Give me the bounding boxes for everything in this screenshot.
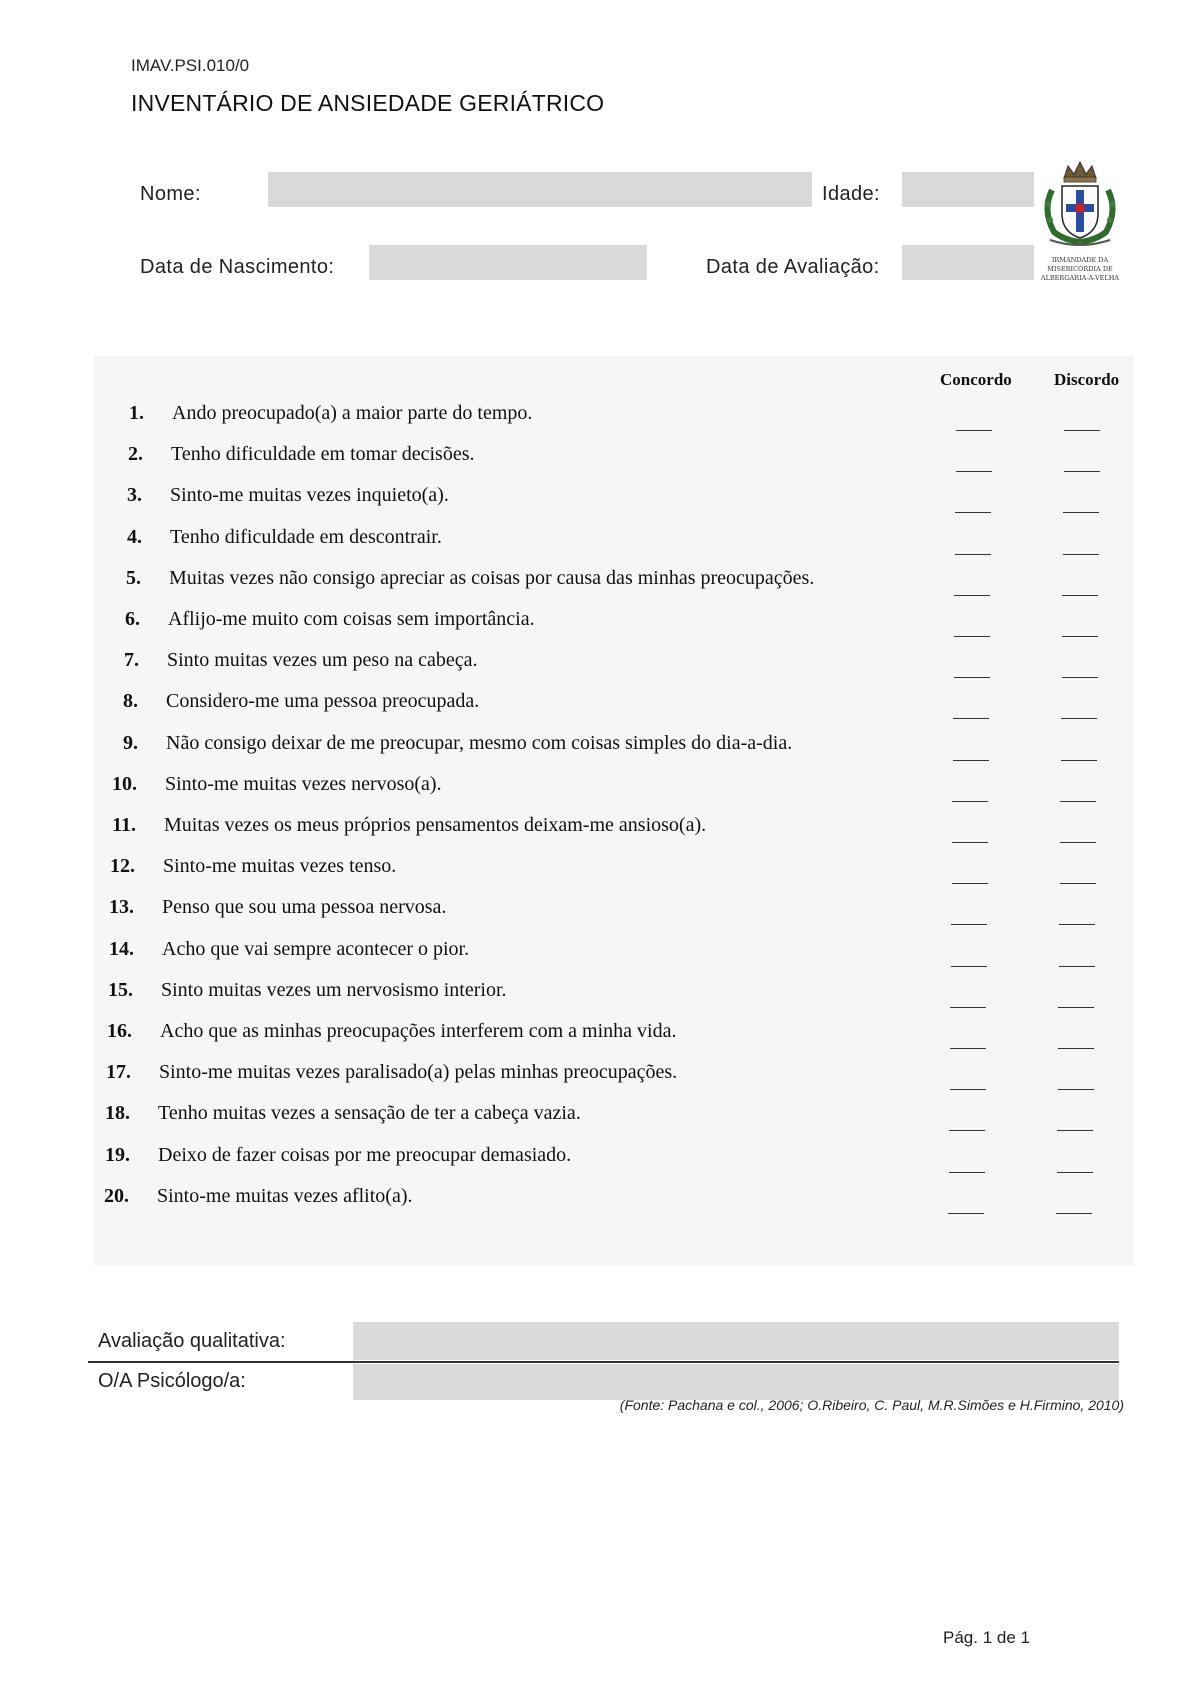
item-number: 4. — [127, 526, 142, 548]
item-number: 5. — [126, 567, 141, 589]
qualitative-evaluation-label: Avaliação qualitativa: — [98, 1330, 286, 1352]
agree-answer-blank[interactable] — [954, 677, 990, 678]
questionnaire-item — [94, 1144, 1134, 1184]
item-number: 9. — [123, 732, 138, 754]
questionnaire-item — [94, 814, 1134, 854]
questionnaire-item — [94, 773, 1134, 813]
questionnaire-item — [94, 732, 1134, 772]
questionnaire-item — [94, 979, 1134, 1019]
document-code: IMAV.PSI.010/0 — [131, 56, 250, 75]
agree-answer-blank[interactable] — [952, 883, 988, 884]
agree-answer-blank[interactable] — [952, 842, 988, 843]
item-number: 10. — [112, 773, 137, 795]
evaluation-date-field[interactable] — [902, 245, 1034, 280]
item-number: 3. — [127, 484, 142, 506]
name-field[interactable] — [268, 172, 812, 207]
questionnaire-item — [94, 608, 1134, 648]
agree-answer-blank[interactable] — [953, 718, 989, 719]
item-number: 11. — [112, 814, 136, 836]
agree-answer-blank[interactable] — [949, 1130, 985, 1131]
birth-date-field[interactable] — [369, 245, 647, 280]
item-number: 1. — [129, 402, 144, 424]
item-statement: Acho que as minhas preocupações interferem com a minha vida. — [160, 1020, 677, 1042]
evaluation-date-label: Data de Avaliação: — [706, 256, 880, 278]
disagree-answer-blank[interactable] — [1062, 636, 1098, 637]
agree-answer-blank[interactable] — [954, 636, 990, 637]
name-label: Nome: — [140, 183, 201, 205]
disagree-answer-blank[interactable] — [1058, 1048, 1094, 1049]
disagree-answer-blank[interactable] — [1056, 1213, 1092, 1214]
agree-answer-blank[interactable] — [956, 430, 992, 431]
document-title: INVENTÁRIO DE ANSIEDADE GERIÁTRICO — [131, 90, 605, 116]
questionnaire-item — [94, 649, 1134, 689]
questionnaire-item — [94, 938, 1134, 978]
birth-date-label: Data de Nascimento: — [140, 256, 335, 278]
item-statement: Sinto-me muitas vezes paralisado(a) pelas minhas preocupações. — [159, 1061, 678, 1083]
questionnaire-item — [94, 526, 1134, 566]
agree-answer-blank[interactable] — [951, 966, 987, 967]
item-statement: Sinto-me muitas vezes nervoso(a). — [165, 773, 442, 795]
item-number: 19. — [105, 1144, 130, 1166]
agree-answer-blank[interactable] — [949, 1172, 985, 1173]
psychologist-label: O/A Psicólogo/a: — [98, 1370, 246, 1392]
item-statement: Considero-me uma pessoa preocupada. — [166, 690, 480, 712]
questionnaire-item — [94, 443, 1134, 483]
questionnaire-item — [94, 567, 1134, 607]
item-number: 15. — [108, 979, 133, 1001]
item-number: 6. — [125, 608, 140, 630]
section-divider — [88, 1361, 1119, 1363]
disagree-answer-blank[interactable] — [1058, 1007, 1094, 1008]
questionnaire-item — [94, 1020, 1134, 1060]
item-statement: Tenho dificuldade em descontrair. — [170, 526, 442, 548]
questionnaire-item — [94, 1102, 1134, 1142]
item-number: 20. — [104, 1185, 129, 1207]
institution-logo — [1034, 160, 1126, 290]
item-statement: Tenho muitas vezes a sensação de ter a cabeça vazia. — [158, 1102, 581, 1124]
disagree-answer-blank[interactable] — [1063, 554, 1099, 555]
disagree-answer-blank[interactable] — [1061, 718, 1097, 719]
item-number: 18. — [105, 1102, 130, 1124]
disagree-answer-blank[interactable] — [1060, 801, 1096, 802]
questionnaire-scan — [94, 356, 1134, 1266]
agree-answer-blank[interactable] — [952, 801, 988, 802]
disagree-column-header: Discordo — [1054, 370, 1120, 389]
disagree-answer-blank[interactable] — [1060, 883, 1096, 884]
agree-answer-blank[interactable] — [948, 1213, 984, 1214]
qualitative-evaluation-field[interactable] — [353, 1322, 1119, 1360]
item-statement: Tenho dificuldade em tomar decisões. — [171, 443, 475, 465]
questionnaire-item — [94, 855, 1134, 895]
questionnaire-item — [94, 896, 1134, 936]
disagree-answer-blank[interactable] — [1062, 677, 1098, 678]
item-statement: Muitas vezes os meus próprios pensamentos deixam-me ansioso(a). — [164, 814, 707, 836]
questionnaire-item — [94, 1061, 1134, 1101]
age-field[interactable] — [902, 172, 1034, 207]
agree-answer-blank[interactable] — [950, 1089, 986, 1090]
item-number: 17. — [106, 1061, 131, 1083]
disagree-answer-blank[interactable] — [1057, 1130, 1093, 1131]
item-statement: Sinto muitas vezes um nervosismo interior. — [161, 979, 507, 1001]
disagree-answer-blank[interactable] — [1061, 760, 1097, 761]
questionnaire-item — [94, 690, 1134, 730]
disagree-answer-blank[interactable] — [1059, 924, 1095, 925]
agree-answer-blank[interactable] — [956, 471, 992, 472]
disagree-answer-blank[interactable] — [1064, 430, 1100, 431]
disagree-answer-blank[interactable] — [1057, 1172, 1093, 1173]
item-number: 13. — [109, 896, 134, 918]
questionnaire-item — [94, 402, 1134, 442]
item-statement: Sinto muitas vezes um peso na cabeça. — [167, 649, 478, 671]
item-number: 14. — [109, 938, 134, 960]
disagree-answer-blank[interactable] — [1058, 1089, 1094, 1090]
source-citation: (Fonte: Pachana e col., 2006; O.Ribeiro, C. Paul, M.R.Simões e H.Firmino, 2010) — [619, 1397, 1124, 1413]
item-statement: Penso que sou uma pessoa nervosa. — [162, 896, 447, 918]
item-number: 2. — [128, 443, 143, 465]
questionnaire-item — [94, 484, 1134, 524]
logo-text-line-1: IRMANDADE DA — [1051, 256, 1109, 264]
item-statement: Muitas vezes não consigo apreciar as coisas por causa das minhas preocupações. — [169, 567, 815, 589]
page-number: Pág. 1 de 1 — [943, 1628, 1030, 1647]
item-statement: Sinto-me muitas vezes inquieto(a). — [170, 484, 449, 506]
coat-of-arms-icon — [1034, 160, 1126, 250]
agree-answer-blank[interactable] — [950, 1048, 986, 1049]
age-label: Idade: — [822, 183, 881, 205]
item-statement: Aflijo-me muito com coisas sem importância. — [168, 608, 535, 630]
item-statement: Deixo de fazer coisas por me preocupar demasiado. — [158, 1144, 572, 1166]
item-number: 12. — [110, 855, 135, 877]
agree-column-header: Concordo — [940, 370, 1012, 389]
agree-answer-blank[interactable] — [954, 595, 990, 596]
disagree-answer-blank[interactable] — [1063, 512, 1099, 513]
disagree-answer-blank[interactable] — [1062, 595, 1098, 596]
item-number: 16. — [107, 1020, 132, 1042]
psychologist-field[interactable] — [353, 1364, 1119, 1400]
item-statement: Não consigo deixar de me preocupar, mesmo com coisas simples do dia-a-dia. — [166, 732, 793, 754]
agree-answer-blank[interactable] — [955, 554, 991, 555]
item-statement: Sinto-me muitas vezes tenso. — [163, 855, 397, 877]
disagree-answer-blank[interactable] — [1059, 966, 1095, 967]
item-statement: Acho que vai sempre acontecer o pior. — [162, 938, 470, 960]
agree-answer-blank[interactable] — [955, 512, 991, 513]
disagree-answer-blank[interactable] — [1060, 842, 1096, 843]
agree-answer-blank[interactable] — [950, 1007, 986, 1008]
questionnaire-item — [94, 1185, 1134, 1225]
logo-text-line-3: ALBERGARIA-A-VELHA — [1040, 274, 1120, 282]
agree-answer-blank[interactable] — [953, 760, 989, 761]
item-statement: Sinto-me muitas vezes aflito(a). — [157, 1185, 413, 1207]
item-statement: Ando preocupado(a) a maior parte do tempo. — [172, 402, 533, 424]
item-number: 8. — [123, 690, 138, 712]
item-number: 7. — [124, 649, 139, 671]
agree-answer-blank[interactable] — [951, 924, 987, 925]
logo-text-line-2: MISERICÓRDIA DE — [1047, 265, 1113, 273]
disagree-answer-blank[interactable] — [1064, 471, 1100, 472]
